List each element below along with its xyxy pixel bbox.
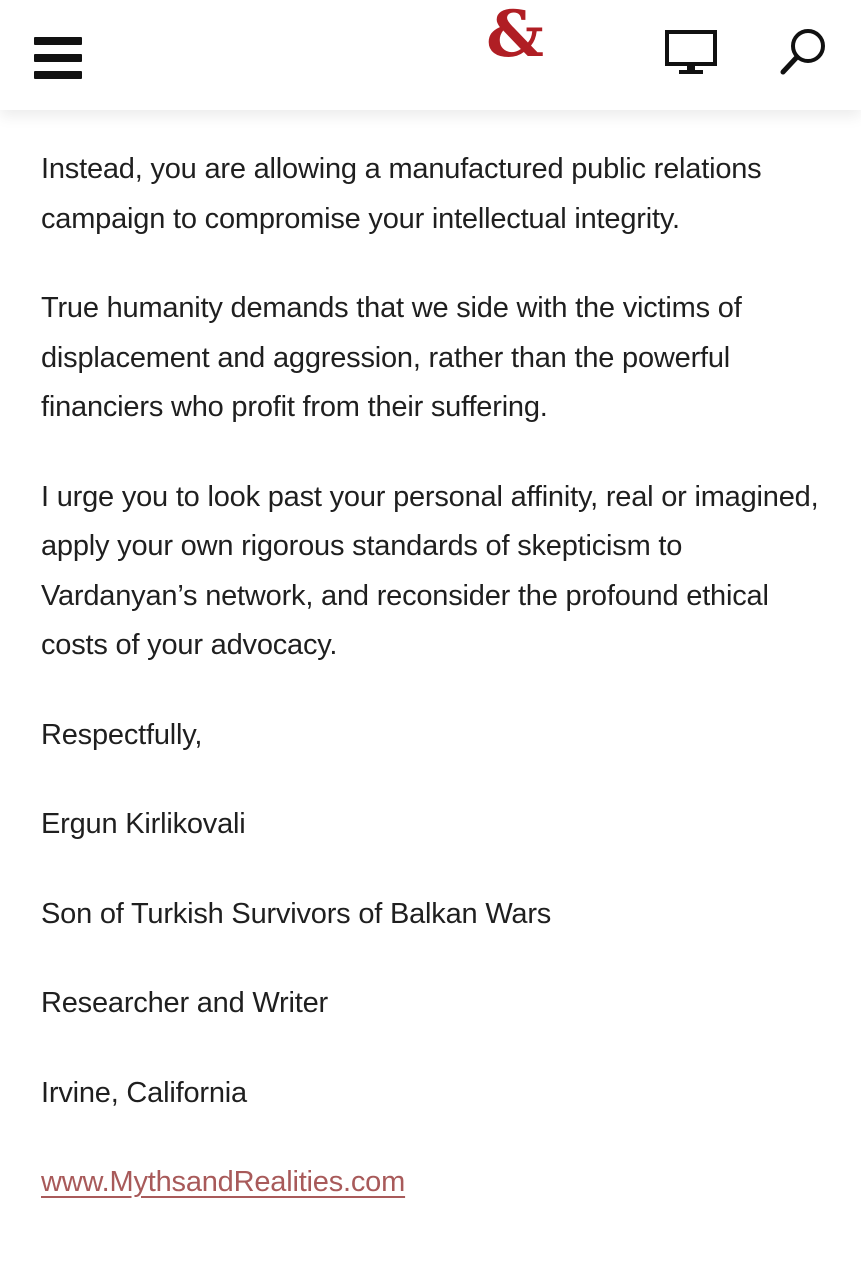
site-logo[interactable]: & — [486, 0, 544, 72]
article-paragraph-1: Instead, you are allowing a manufactured public relations campaign to compromise your intellectual integrity. — [41, 153, 762, 235]
article-paragraph-3: I urge you to look past your personal affinity, real or imagined, apply your own rigorous standards of skepticism to Vardanyan’s network, and reconsider the profound ethical costs of your advocacy. — [41, 480, 819, 661]
article-paragraph-2: True humanity demands that we side with the victims of displacement and aggression, rather than the powerful financiers who profit from their suffering. — [41, 292, 742, 423]
closing-salutation: Respectfully, — [41, 718, 203, 751]
author-location: Irvine, California — [41, 1076, 247, 1109]
website-link[interactable]: www.MythsandRealities.com — [41, 1166, 406, 1198]
top-navigation-bar — [0, 0, 861, 110]
author-role: Researcher and Writer — [41, 987, 328, 1019]
website-link-paragraph — [41, 1158, 831, 1208]
article-body — [41, 145, 831, 1248]
hamburger-menu-icon[interactable] — [34, 37, 82, 79]
author-description: Son of Turkish Survivors of Balkan Wars — [41, 897, 552, 930]
author-name: Ergun Kirlikovali — [41, 808, 246, 840]
search-icon[interactable] — [778, 26, 830, 78]
monitor-icon[interactable] — [664, 28, 718, 76]
